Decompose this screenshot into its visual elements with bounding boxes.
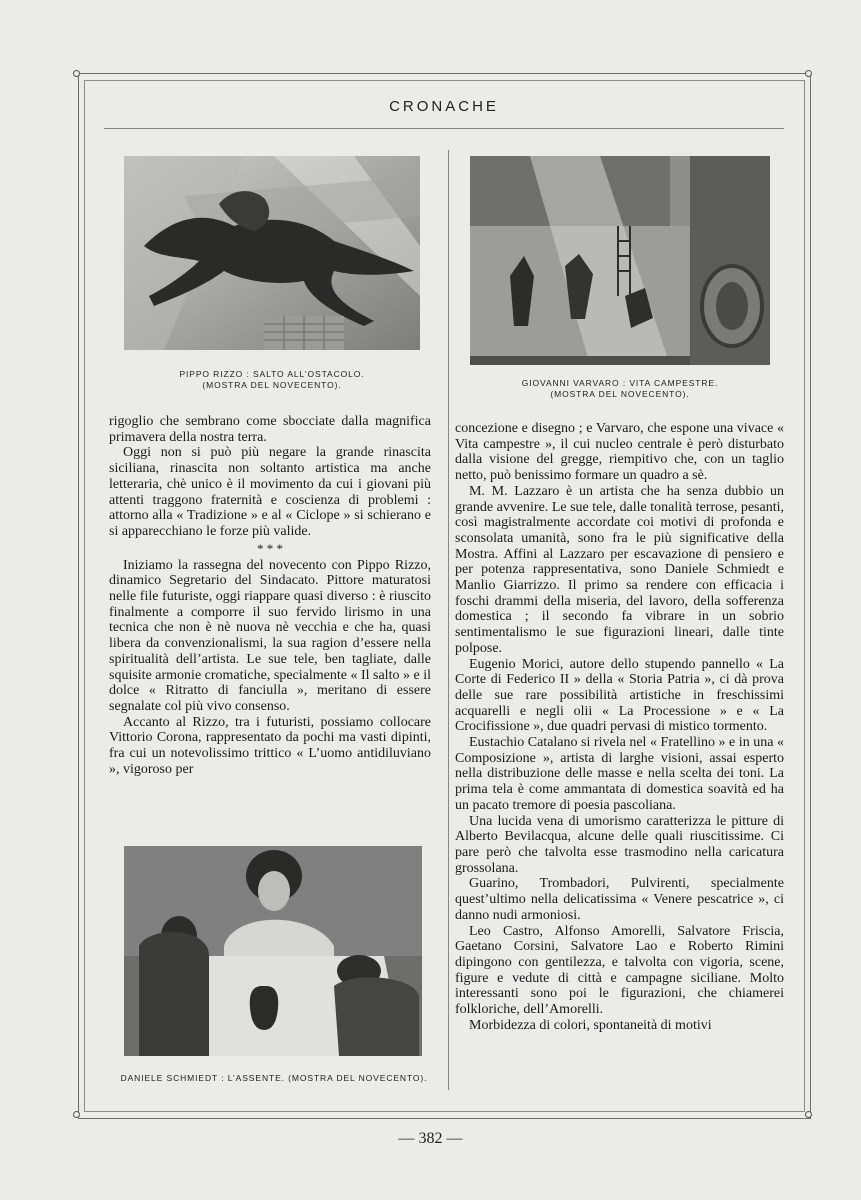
paragraph: M. M. Lazzaro è un artista che ha senza dubbio un grande avvenire. Le sue tele, dalle tonalità terrose, pesanti, così magistralmente accordate coi motivi di profonda e sconsolata umanità, sono fra le più significative della Mostra. Affini al Lazzaro per escavazione di pensiero e per potenza rappresentativa, sono Daniele Schmiedt e Manlio Giarrizzo. Il primo sa rendere con efficacia i foschi drammi della miseria, del lavoro, della sofferenza domestica ; il secondo fa vibrare in un sobrio sentimentalismo le sue figurazioni lineari, dalle tinte polpose.: [455, 483, 784, 656]
paragraph: Leo Castro, Alfonso Amorelli, Salvatore Friscia, Gaetano Corsini, Salvatore Lao e Roberto Rimini dipingono con gentilezza, e talvolta con vigoria, scene, figure e vedute di città e campagne siciliane. Molto interessanti sono poi le figurazioni, che chiamerei folkloriche, dell’Amorelli.: [455, 923, 784, 1018]
figure-varvaro-painting: [470, 156, 770, 365]
page-header-title: CRONACHE: [389, 98, 499, 115]
paragraph: concezione e disegno ; e Varvaro, che espone una vivace « Vita campestre », il cui nucleo centrale è però disturbato dalla visione del gregge, riempitivo che, con un taglio netto, può benissimo formare un quadro a sè.: [455, 421, 784, 484]
frame-corner-ornament: [73, 70, 80, 77]
frame-corner-ornament: [73, 1111, 80, 1118]
right-text-column: [455, 421, 784, 1033]
caption-line: (MOSTRA DEL NOVECENTO).: [550, 389, 690, 399]
figure-schmiedt-caption: DANIELE SCHMIEDT : L’ASSENTE. (MOSTRA DEL NOVECENTO).: [120, 1073, 428, 1083]
paragraph: Una lucida vena di umorismo caratterizza le pitture di Alberto Bevilacqua, alcune delle quali riuscitissime. Ci pare però che talvolta esse trasmodino nella caricatura grossolana.: [455, 813, 784, 876]
paragraph: Eugenio Morici, autore dello stupendo pannello « La Corte di Federico II » della « Storia Patria », ci dà prova delle sue rare possibilità artistiche in freschissimi acquarelli e negli olii « La Processione » e « La Crocifissione », due quadri pervasi di mistico tormento.: [455, 656, 784, 735]
paragraph: Eustachio Catalano si rivela nel « Fratellino » e in una « Composizione », artista di larghe visioni, assai esperto nella distribuzione delle masse e nella scelta dei toni. La prima tela è come ammantata di domestica soavità ed ha un pacato tremore di poesia pascoliana.: [455, 735, 784, 813]
caption-line: (MOSTRA DEL NOVECENTO).: [202, 380, 342, 390]
paragraph: Accanto al Rizzo, tra i futuristi, possiamo collocare Vittorio Corona, rappresentato da pochi ma vasti dipinti, fra cui un notevolissimo trittico « L’uomo antidiluviano », vigoroso per: [109, 714, 431, 777]
figure-schmiedt-painting: [124, 846, 422, 1056]
figure-rizzo-caption: [124, 369, 420, 391]
figure-rizzo-painting: [124, 156, 420, 350]
paragraph: Morbidezza di colori, spontaneità di motivi: [469, 1017, 712, 1033]
caption-line: GIOVANNI VARVARO : VITA CAMPESTRE.: [521, 378, 719, 388]
frame-corner-ornament: [805, 1111, 812, 1118]
paragraph: Iniziamo la rassegna del novecento con Pippo Rizzo, dinamico Segretario del Sindacato. Pittore maturatosi nelle file futuriste, oggi riappare quasi diverso : è riuscito finalmente a comporre il suo fervido lirismo in una tecnica che non è nè nuova nè vecchia e che ha, quasi libera da convenzionalismi, la sua ragion d’essere nella spiritualità dell’artista. Le sue tele, ben tagliate, dalle squisite armonie cromatiche, specialmente « Il salto » e il dolce « Ritratto di fanciulla », meritano di essere segnalate col più vivo consenso.: [109, 557, 431, 714]
column-divider: [448, 150, 449, 1090]
left-text-column: [109, 414, 431, 777]
paragraph: Guarino, Trombadori, Pulvirenti, specialmente quest’ultimo nella delicatissima « Venere pescatrice », ci danno nudi armoniosi.: [455, 876, 784, 923]
section-asterism: * * *: [257, 540, 283, 556]
header-rule: [104, 128, 784, 129]
caption-line: PIPPO RIZZO : SALTO ALL’OSTACOLO.: [179, 369, 365, 379]
figure-varvaro-caption: [470, 378, 770, 400]
paragraph: rigoglio che sembrano come sbocciate dalla magnifica primavera della nostra terra.: [109, 414, 431, 445]
page-number: — 382 —: [398, 1130, 463, 1147]
frame-corner-ornament: [805, 70, 812, 77]
paragraph: Oggi non si può più negare la grande rinascita siciliana, rinascita non soltanto artistica ma anche letteraria, chè unico è il movimento da cui i giovani più attenti traggono fraternità e coscienza di problemi : attorno alla « Tradizione » e al « Ciclope » si schierano e si apparecchiano le forze più valide.: [109, 445, 431, 539]
